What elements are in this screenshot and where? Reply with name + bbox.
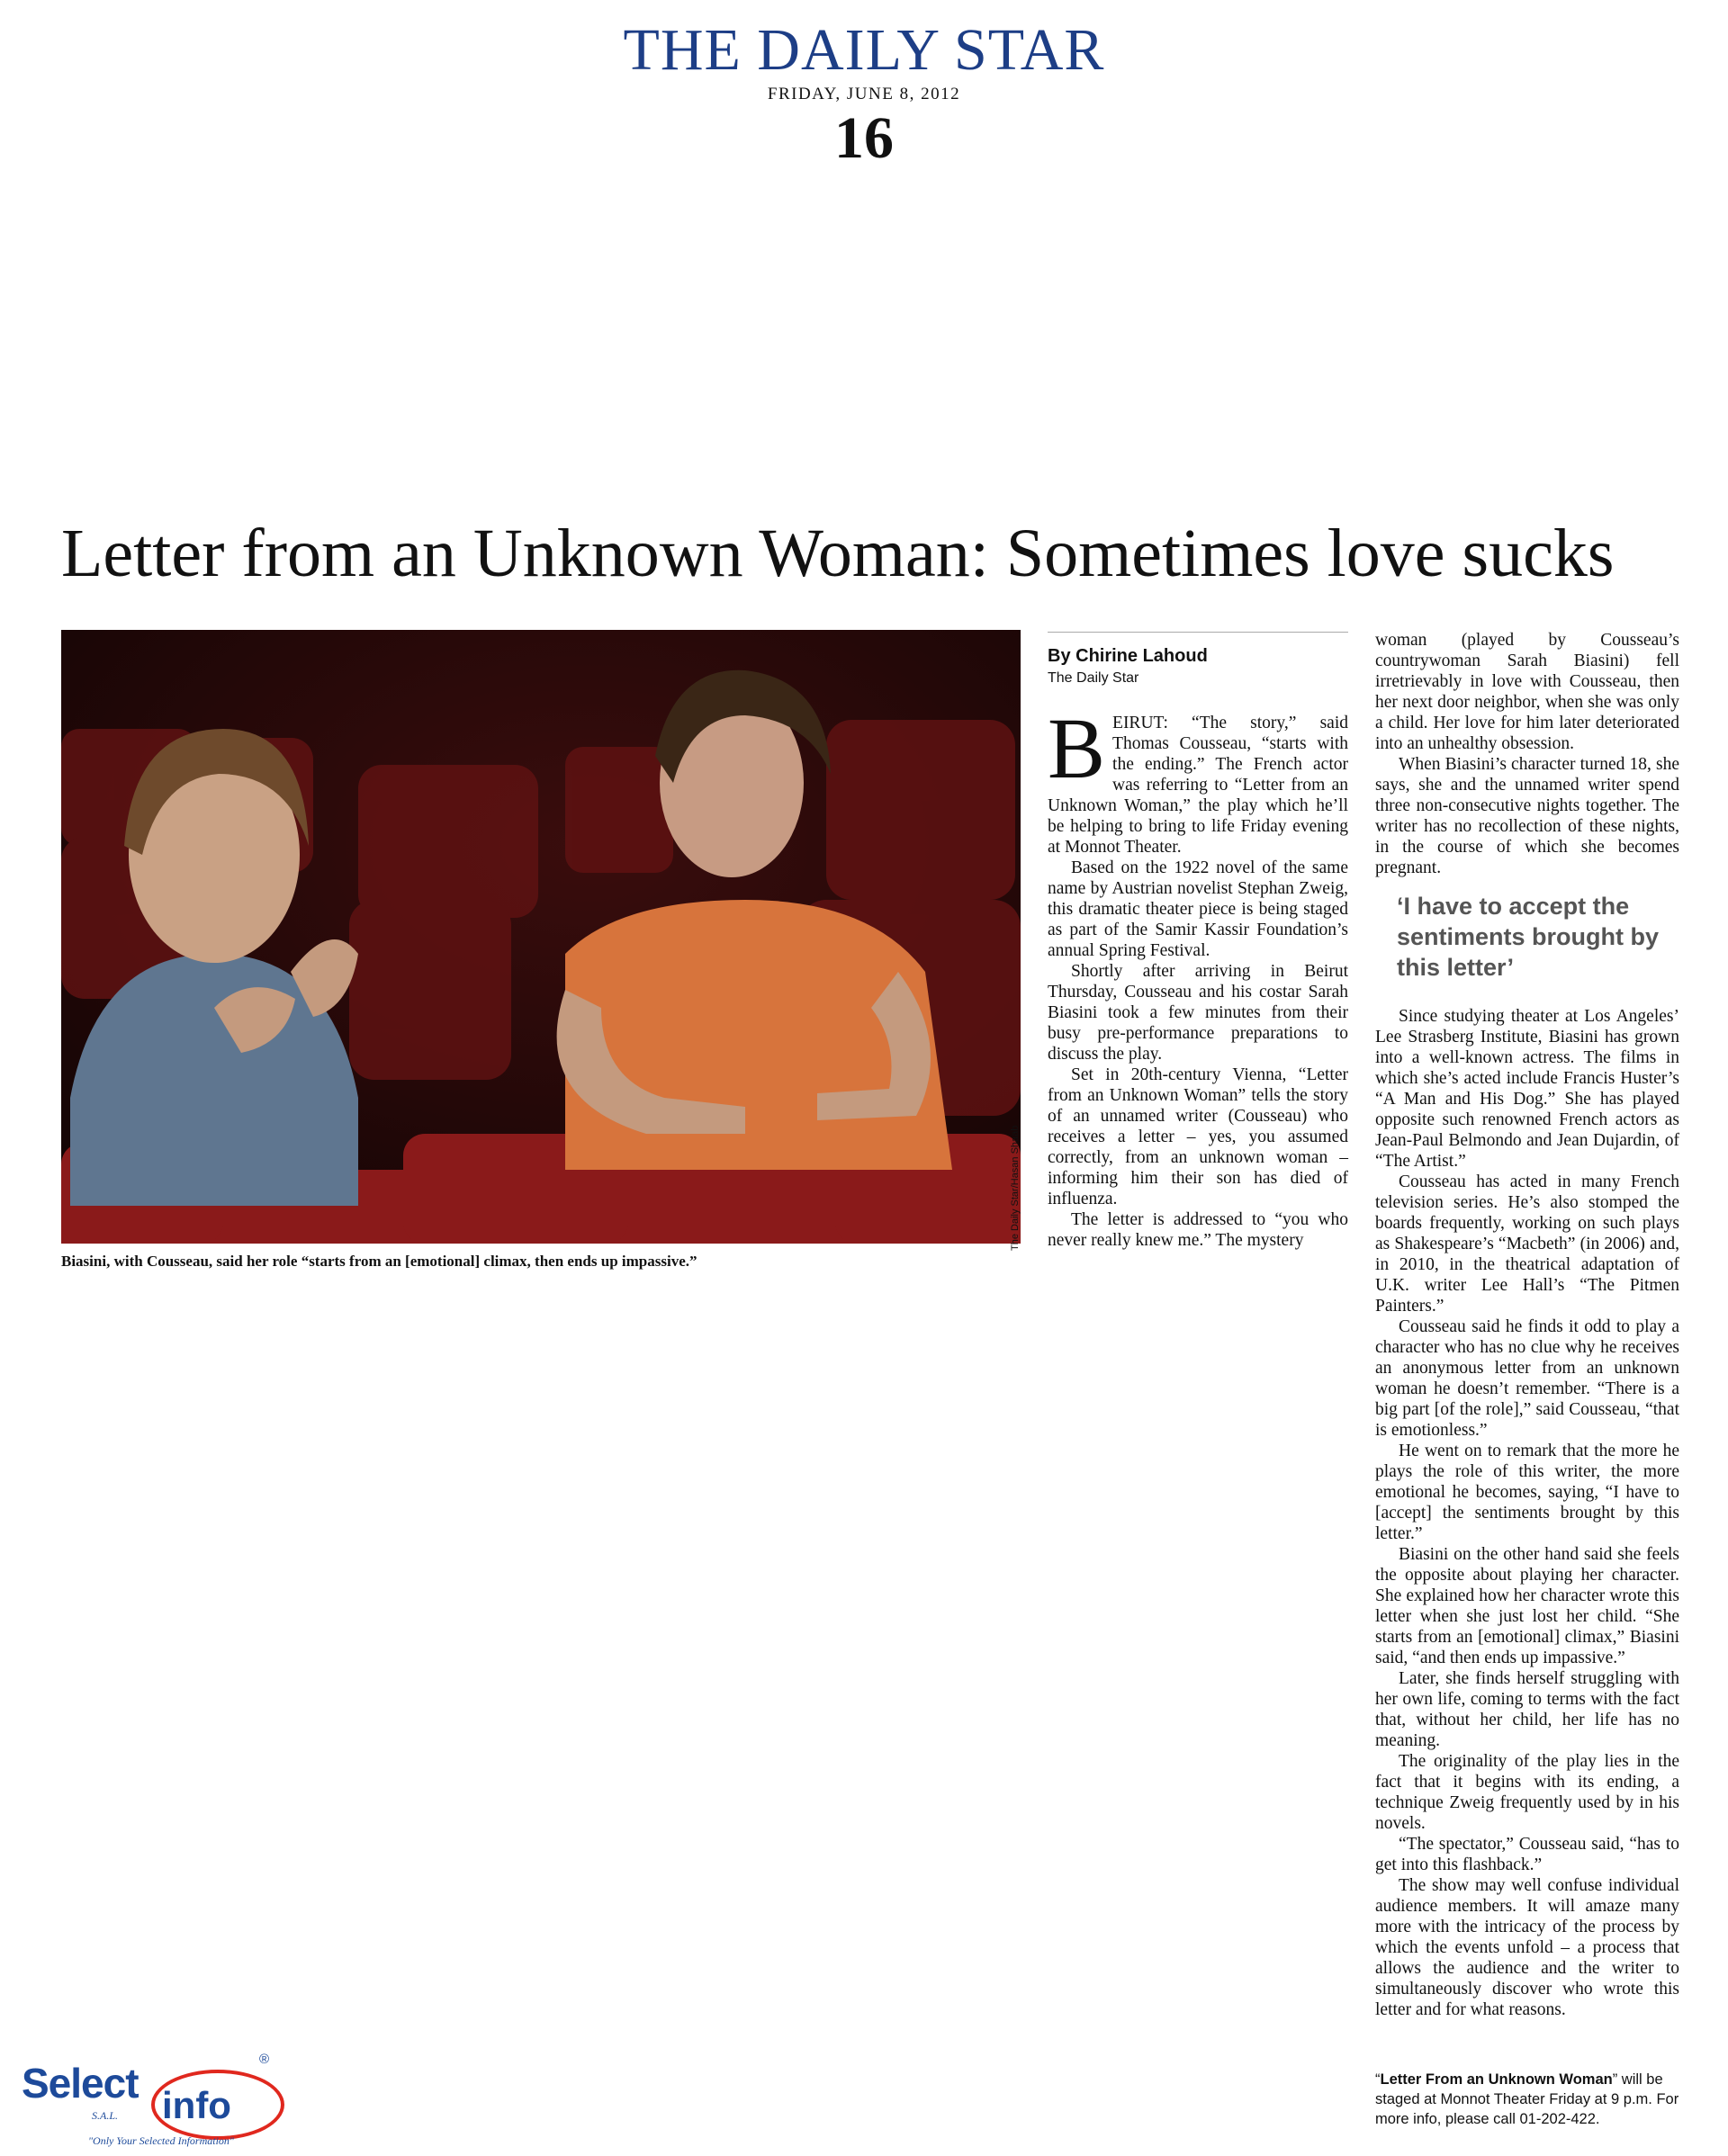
photo-illustration: [61, 630, 1021, 1244]
paragraph: The letter is addressed to “you who never really knew me.” The mystery: [1048, 1210, 1348, 1250]
paragraph: Biasini on the other hand said she feels the opposite about playing her character. She explained how her character wrote this letter when she just lost her child. “She starts from an [emotional] climax,” Biasini said, “and then ends up impassive.”: [1375, 1545, 1679, 1667]
logo-word-select: Select: [22, 2060, 139, 2107]
dateline: FRIDAY, JUNE 8, 2012: [767, 85, 961, 103]
logo-word-info: info: [162, 2084, 231, 2126]
byline-publication: The Daily Star: [1048, 670, 1139, 686]
paragraph: Set in 20th-century Vienna, “Letter from an Unknown Woman” tells the story of an unnamed writer (Cousseau) who receives a letter – yes, you assumed correctly, from an unknown woman – informing him their son has died of influenza.: [1048, 1065, 1348, 1208]
event-title: Letter From an Unknown Woman: [1380, 2071, 1613, 2088]
event-note: “Letter From an Unknown Woman” will be staged at Monnot Theater Friday at 9 p.m. For more info, please call 01-202-422.: [1375, 2071, 1679, 2127]
paragraph: The show may well confuse individual audience members. It will amaze many more with the intricacy of the process by which the events unfold – a process that allows the audience and the writer to simultaneously discover who wrote this letter and for what reasons.: [1375, 1876, 1679, 2019]
paragraph: BEIRUT: “The story,” said Thomas Cousseau, “starts with the ending.” The French actor was referring to “Letter from an Unknown Woman,” the play which he’ll be helping to bring to life Friday evening at Monnot Theater.: [1048, 700, 1348, 857]
photo-credit: The Daily Star/Hasan Shaab: [1010, 1125, 1021, 1251]
paragraph: Cousseau has acted in many French television series. He’s also stomped the boards frequently, working on such plays as Shakespeare’s “Macbeth” (in 2006) and, in 2010, in the theatrical adaptation of U.K. writer Lee Hall’s “The Pitmen Painters.”: [1375, 1172, 1679, 1316]
paragraph: Shortly after arriving in Beirut Thursday, Cousseau and his costar Sarah Biasini took a few minutes from their busy pre-performance preparations to discuss the play.: [1048, 962, 1348, 1064]
paragraph: He went on to remark that the more he plays the role of this writer, the more emotional he becomes, saying, “I have to [accept] the sentiments brought by this letter.”: [1375, 1442, 1679, 1543]
dropcap: B: [1048, 700, 1106, 796]
article-headline: Letter from an Unknown Woman: Sometimes love sucks: [61, 516, 1615, 591]
photo-caption: Biasini, with Cousseau, said her role “starts from an [emotional] climax, then ends up impassive.”: [61, 1253, 698, 1270]
paragraph: Based on the 1922 novel of the same name by Austrian novelist Stephan Zweig, this dramatic theater piece is being staged as part of the Samir Kassir Foundation’s annual Spring Festival.: [1048, 858, 1348, 960]
paragraph: When Biasini’s character turned 18, she says, she and the unnamed writer spend three non-consecutive nights together. The writer has no recollection of these nights, in the course of which she becomes pregnant.: [1375, 755, 1679, 877]
article-column-2: [1375, 630, 1679, 2020]
pull-quote: ‘I have to accept the sentiments brought by this letter’: [1397, 893, 1660, 981]
article-photo: [61, 630, 1021, 1244]
paragraph: Later, she finds herself struggling with her own life, coming to terms with the fact that, without her child, her life has no meaning.: [1375, 1669, 1679, 1750]
article-column-1: [1048, 700, 1348, 1251]
paragraph: woman (played by Cousseau’s countrywoman Sarah Biasini) fell irretrievably in love with Cousseau, then her next door neighbor, when she was only a child. Her love for him later deteriorated into an unhealthy obsession.: [1375, 631, 1679, 753]
logo-sal: S.A.L.: [92, 2109, 119, 2122]
paragraph: The originality of the play lies in the fact that it begins with its ending, a technique Zweig frequently used by in his novels.: [1375, 1752, 1679, 1833]
paragraph: Cousseau said he finds it odd to play a character who has no clue why he receives an anonymous letter from an unknown woman he doesn’t remember. “There is a big part [of the role],” said Cousseau, “that is emotionless.”: [1375, 1317, 1679, 1440]
paragraph: “The spectator,” Cousseau said, “has to get into this flashback.”: [1375, 1835, 1679, 1874]
registered-mark: ®: [259, 2052, 270, 2067]
masthead-title: THE DAILY STAR: [623, 17, 1105, 83]
page-number: 16: [834, 105, 894, 171]
selectinfo-logo: [18, 2052, 279, 2151]
paragraph: Since studying theater at Los Angeles’ Lee Strasberg Institute, Biasini has grown into a well-known actress. The films in which she’s acted include Francis Huster’s “A Man and His Dog.” She has played opposite such renowned French actors as Jean-Paul Belmondo and Jean Dujardin, of “The Artist.”: [1375, 1007, 1679, 1171]
logo-tagline: "Only Your Selected Information": [88, 2134, 234, 2147]
column-rule: [1048, 632, 1348, 633]
byline-author: By Chirine Lahoud: [1048, 646, 1208, 666]
